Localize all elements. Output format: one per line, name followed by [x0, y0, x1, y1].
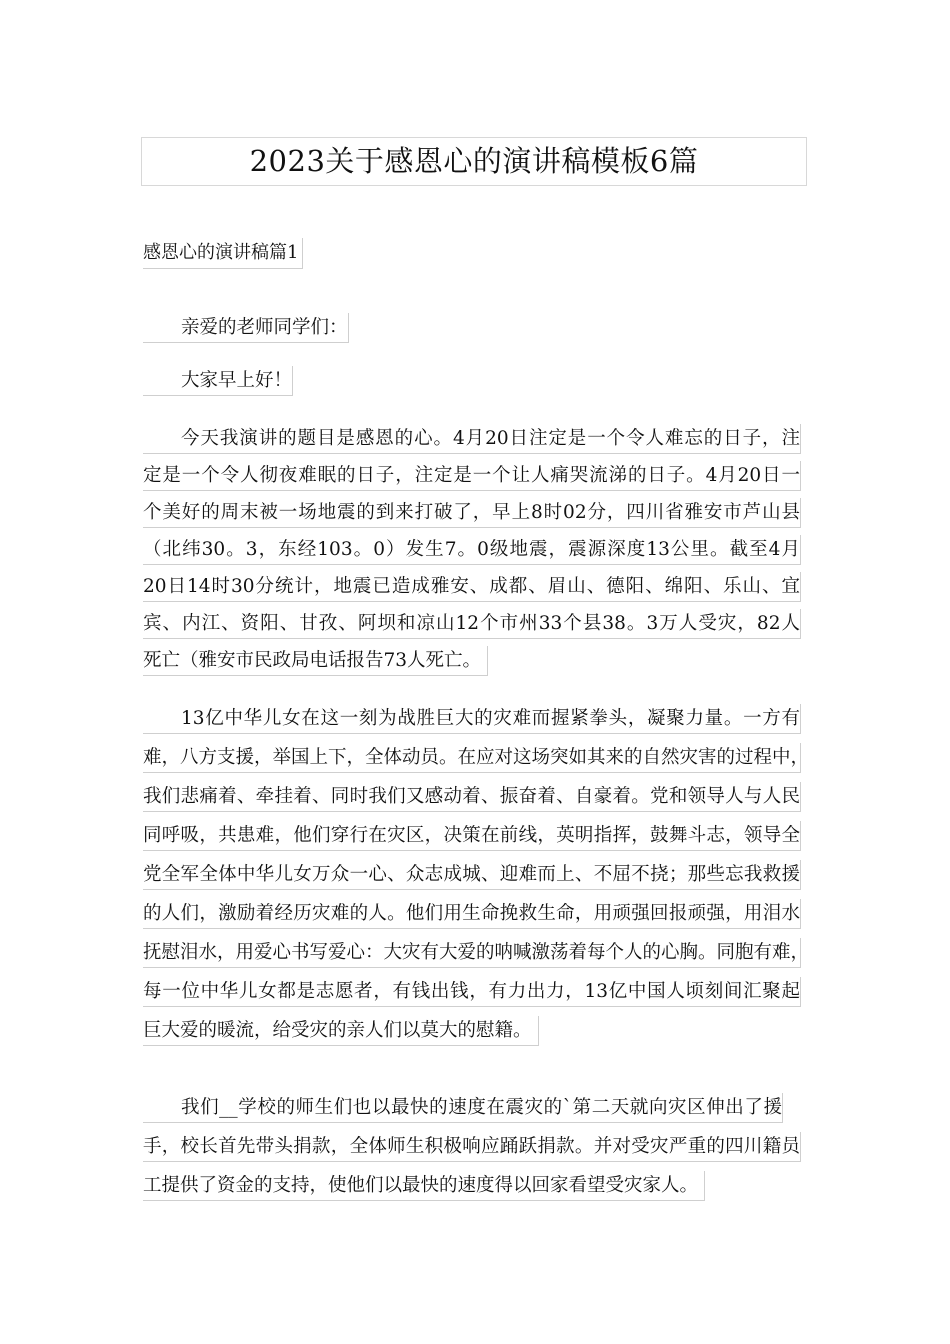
- document-title: 2023关于感恩心的演讲稿模板6篇: [141, 137, 807, 186]
- paragraph-line: 死亡（雅安市民政局电话报告73人死亡。: [143, 646, 488, 676]
- section-heading: 感恩心的演讲稿篇1: [143, 238, 303, 269]
- paragraph-line: 我们__学校的师生们也以最快的速度在震灾的`第二天就向灾区伸出了援: [143, 1093, 783, 1123]
- paragraph-line: 今天我演讲的题目是感恩的心。4月20日注定是一个令人难忘的日子，注: [143, 424, 801, 454]
- paragraph-line: 党全军全体中华儿女万众一心、众志成城、迎难而上、不屈不挠；那些忘我救援: [143, 860, 801, 890]
- paragraph-line: 手，校长首先带头捐款，全体师生积极响应踊跃捐款。并对受灾严重的四川籍员: [143, 1132, 801, 1162]
- paragraph-line: 抚慰泪水，用爱心书写爱心：大灾有大爱的呐喊激荡着每个人的心胸。同胞有难，: [143, 938, 801, 968]
- paragraph-line: 13亿中华儿女在这一刻为战胜巨大的灾难而握紧拳头，凝聚力量。一方有: [143, 704, 801, 734]
- greeting-line: 大家早上好！: [143, 366, 293, 396]
- paragraph-line: 20日14时30分统计，地震已造成雅安、成都、眉山、德阳、绵阳、乐山、宜: [143, 572, 801, 602]
- paragraph-line: 巨大爱的暖流，给受灾的亲人们以莫大的慰籍。: [143, 1016, 539, 1046]
- paragraph-line: 我们悲痛着、牵挂着、同时我们又感动着、振奋着、自豪着。党和领导人与人民: [143, 782, 801, 812]
- paragraph-line: 的人们，激励着经历灾难的人。他们用生命挽救生命，用顽强回报顽强，用泪水: [143, 899, 801, 929]
- paragraph-line: 工提供了资金的支持，使他们以最快的速度得以回家看望受灾家人。: [143, 1171, 705, 1201]
- paragraph-line: 个美好的周末被一场地震的到来打破了，早上8时02分，四川省雅安市芦山县: [143, 498, 801, 528]
- paragraph-line: 难，八方支援，举国上下，全体动员。在应对这场突如其来的自然灾害的过程中，: [143, 743, 801, 773]
- paragraph-line: 定是一个令人彻夜难眠的日子，注定是一个让人痛哭流涕的日子。4月20日一: [143, 461, 801, 491]
- paragraph-line: 同呼吸，共患难，他们穿行在灾区，决策在前线，英明指挥，鼓舞斗志，领导全: [143, 821, 801, 851]
- paragraph-line: 每一位中华儿女都是志愿者，有钱出钱，有力出力，13亿中国人顷刻间汇聚起: [143, 977, 801, 1007]
- paragraph-line: （北纬30。3，东经103。0）发生7。0级地震，震源深度13公里。截至4月: [143, 535, 801, 565]
- paragraph-line: 宾、内江、资阳、甘孜、阿坝和凉山12个市州33个县38。3万人受灾，82人: [143, 609, 801, 639]
- greeting-line: 亲爱的老师同学们：: [143, 313, 349, 343]
